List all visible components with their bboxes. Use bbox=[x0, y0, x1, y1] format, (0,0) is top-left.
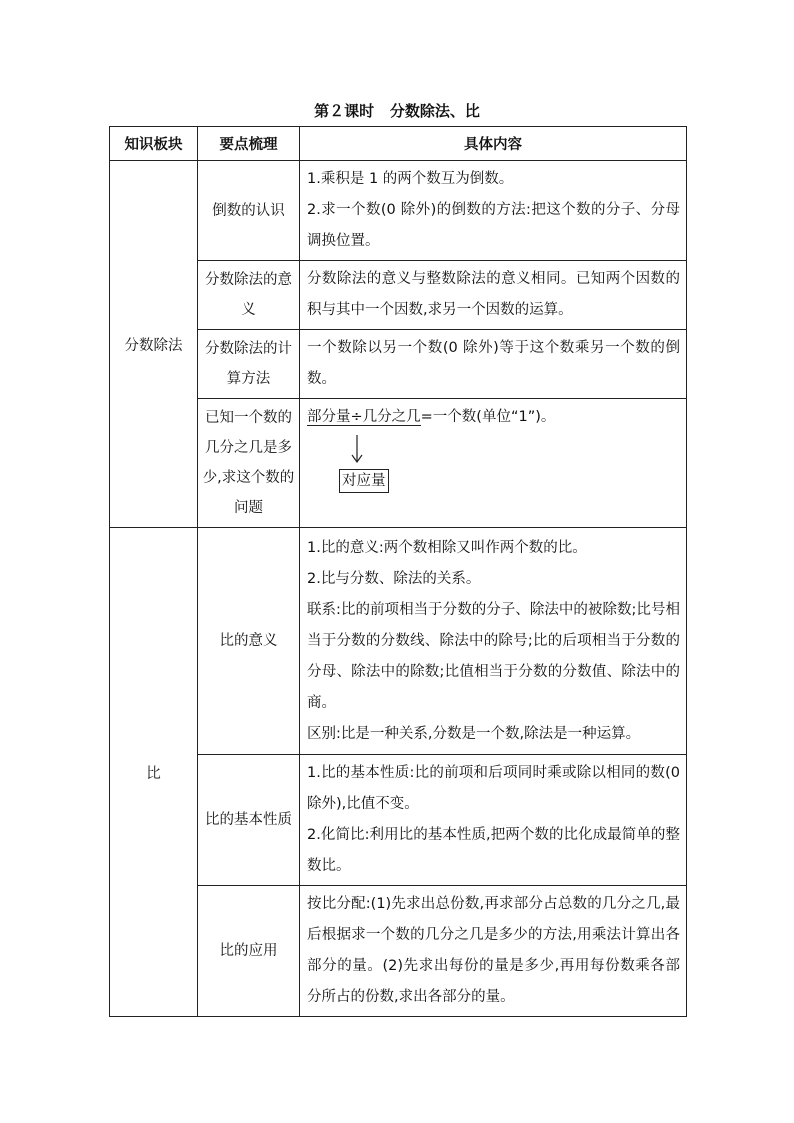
boxed-label: 对应量 bbox=[339, 469, 389, 493]
content-cell bbox=[300, 528, 687, 755]
formula-line bbox=[307, 402, 680, 433]
content-line: 1.乘积是 1 的两个数互为倒数。 bbox=[307, 171, 514, 187]
formula-diagram bbox=[307, 433, 680, 495]
content-line: 2.求一个数(0 除外)的倒数的方法:把这个数的分子、分母调换位置。 bbox=[307, 202, 680, 249]
down-arrow-icon bbox=[351, 435, 363, 463]
content-line: 区别:比是一种关系,分数是一个数,除法是一种运算。 bbox=[307, 725, 641, 742]
formula-rest: =一个数(单位“1”)。 bbox=[420, 409, 556, 425]
lesson-label: 第２课时 bbox=[314, 102, 375, 120]
table-row bbox=[110, 528, 687, 755]
content-line: 按比分配:(1)先求出总份数,再求部分占总数的几分之几,最后根据求一个数的几分之几是多少的方法,用乘法计算出各部分的量。(2)先求出每份的量是多少,再用每份数乘各部分所占的份数,求出各部分的量。 bbox=[307, 896, 680, 1005]
block-cell-ratio: 比 bbox=[110, 528, 198, 1017]
content-line: 分数除法的意义与整数除法的意义相同。已知两个因数的积与其中一个因数,求另一个因数的运算。 bbox=[307, 271, 680, 318]
content-cell bbox=[300, 261, 687, 330]
table-row bbox=[110, 161, 687, 261]
point-cell: 分数除法的意义 bbox=[198, 261, 300, 330]
header-points: 要点梳理 bbox=[198, 127, 300, 161]
content-line: 联系:比的前项相当于分数的分子、除法中的被除数;比号相当于分数的分数线、除法中的除号;比的后项相当于分数的分母、除法中的除数;比值相当于分数的分数值、除法中的商。 bbox=[307, 601, 680, 711]
point-cell: 分数除法的计算方法 bbox=[198, 330, 300, 399]
point-cell: 已知一个数的几分之几是多少,求这个数的问题 bbox=[198, 399, 300, 528]
point-cell: 倒数的认识 bbox=[198, 161, 300, 261]
content-line: 2.化简比:利用比的基本性质,把两个数的比化成最简单的整数比。 bbox=[307, 827, 680, 874]
content-line: 1.比的基本性质:比的前项和后项同时乘或除以相同的数(0 除外),比值不变。 bbox=[307, 765, 680, 812]
content-cell bbox=[300, 330, 687, 399]
point-cell: 比的应用 bbox=[198, 886, 300, 1017]
content-cell bbox=[300, 161, 687, 261]
formula-underlined: 部分量÷几分之几 bbox=[307, 409, 421, 425]
table-header-row bbox=[110, 127, 687, 161]
content-cell bbox=[300, 755, 687, 886]
point-cell: 比的基本性质 bbox=[198, 755, 300, 886]
content-cell bbox=[300, 886, 687, 1017]
page-title bbox=[0, 100, 794, 121]
content-line: 1.比的意义:两个数相除又叫作两个数的比。 bbox=[307, 539, 587, 556]
lesson-topic: 分数除法、比 bbox=[389, 102, 480, 120]
content-cell bbox=[300, 399, 687, 528]
block-cell-fraction-division: 分数除法 bbox=[110, 161, 198, 528]
content-line: 一个数除以另一个数(0 除外)等于这个数乘另一个数的倒数。 bbox=[307, 340, 680, 387]
header-block: 知识板块 bbox=[110, 127, 198, 161]
content-line: 2.比与分数、除法的关系。 bbox=[307, 570, 481, 587]
point-cell: 比的意义 bbox=[198, 528, 300, 755]
knowledge-table bbox=[109, 126, 687, 1017]
header-content: 具体内容 bbox=[300, 127, 687, 161]
